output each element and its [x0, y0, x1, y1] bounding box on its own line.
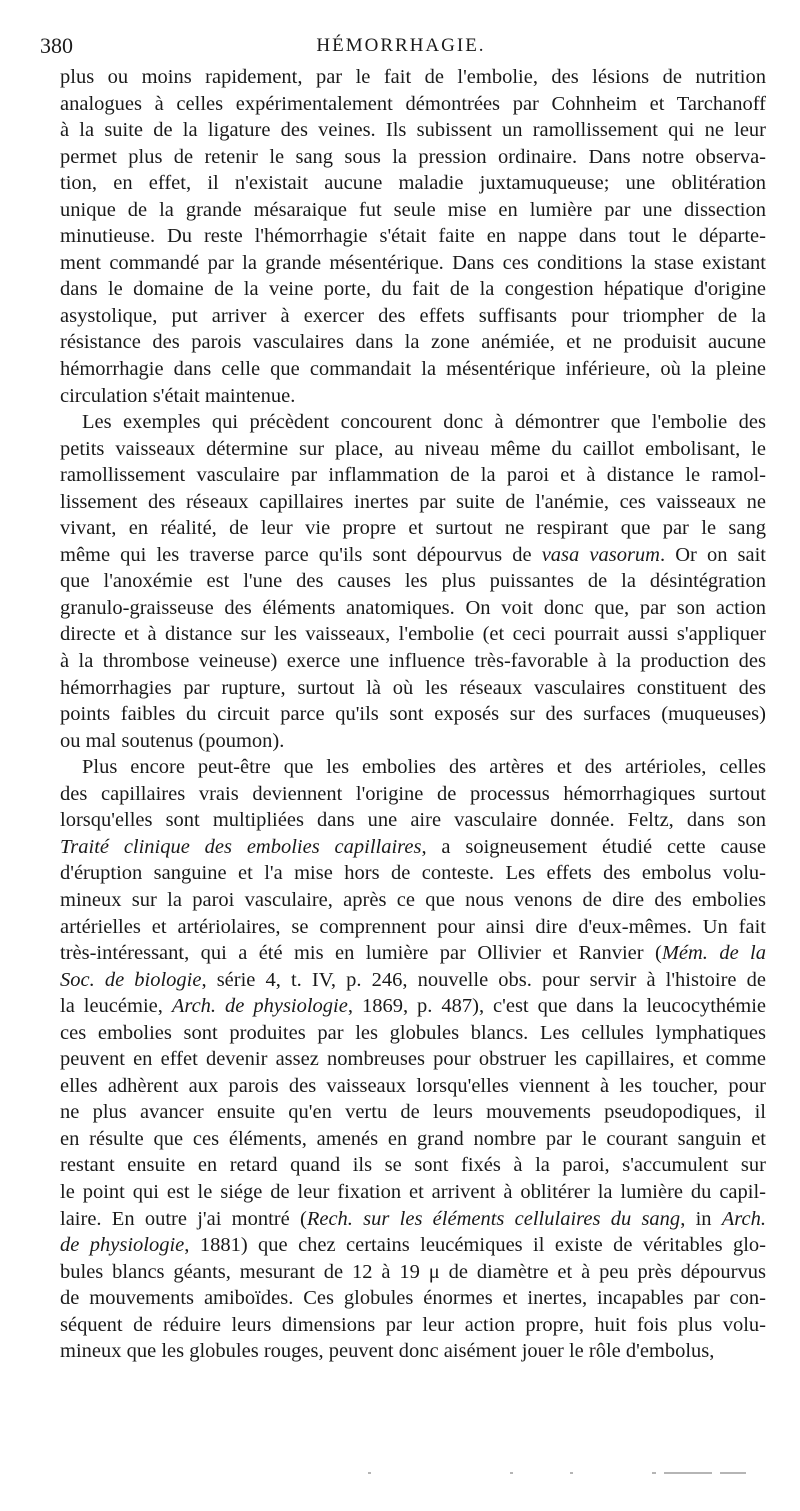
- text-line: d'éruption sanguine et l'a mise hors de conteste. Les effets des embolus volu-: [60, 862, 766, 885]
- text-line: permet plus de retenir le sang sous la pression ordinaire. Dans notre observa-: [60, 145, 766, 168]
- text-line: elles adhèrent aux parois des vaisseaux lorsqu'elles viennent à les toucher, pour: [60, 1074, 766, 1097]
- running-title: HÉMORRHAGIE.: [316, 35, 486, 56]
- print-marks: [360, 1468, 760, 1478]
- text-line: Soc. de biologie, série 4, t. IV, p. 246, nouvelle obs. pour servir à l'histoire de: [60, 968, 766, 991]
- text-line: résistance des parois vasculaires dans la zone anémiée, et ne produisit aucune: [60, 331, 766, 354]
- text-line: à la thrombose veineuse) exerce une influence très-favorable à la production des: [60, 650, 766, 673]
- paragraph: [60, 64, 766, 409]
- text-line: la leucémie, Arch. de physiologie, 1869, p. 487), c'est que dans la leucocythémie: [60, 995, 766, 1018]
- text-line: petits vaisseaux détermine sur place, au niveau même du caillot embolisant, le: [60, 437, 766, 460]
- text-line: de mouvements amiboïdes. Ces globules énormes et inertes, incapables par con-: [60, 1287, 766, 1310]
- text-line: restant ensuite en retard quand ils se sont fixés à la paroi, s'accumulent sur: [60, 1154, 766, 1177]
- text-line: très-intéressant, qui a été mis en lumière par Ollivier et Ranvier (Mém. de la: [60, 942, 766, 965]
- text-line: laire. En outre j'ai montré (Rech. sur les éléments cellulaires du sang, in Arch.: [60, 1207, 766, 1230]
- text-line: séquent de réduire leurs dimensions par leur action propre, huit fois plus volu-: [60, 1313, 766, 1336]
- text-line: dans le domaine de la veine porte, du fait de la congestion hépatique d'origine: [60, 278, 766, 301]
- text-line: unique de la grande mésaraique fut seule mise en lumière par une dissection: [60, 198, 766, 221]
- text-line: granulo-graisseuse des éléments anatomiques. On voit donc que, par son action: [60, 596, 766, 619]
- text-line: bules blancs géants, mesurant de 12 à 19 μ de diamètre et à peu près dépourvus: [60, 1260, 766, 1283]
- text-line: circulation s'était maintenue.: [60, 384, 296, 407]
- text-line: que l'anoxémie est l'une des causes les plus puissantes de la désintégration: [60, 570, 766, 593]
- text-line: lorsqu'elles sont multipliées dans une aire vasculaire donnée. Feltz, dans son: [60, 809, 766, 832]
- text-line: ces embolies sont produites par les globules blancs. Les cellules lymphatiques: [60, 1021, 766, 1044]
- text-line: directe et à distance sur les vaisseaux, l'embolie (et ceci pourrait aussi s'appliquer: [60, 623, 766, 646]
- text-line: ment commandé par la grande mésentérique. Dans ces conditions la stase existant: [60, 251, 766, 274]
- text-line: de physiologie, 1881) que chez certains leucémiques il existe de véritables glo-: [60, 1234, 766, 1257]
- text-line: minutieuse. Du reste l'hémorrhagie s'était faite en nappe dans tout le départe-: [60, 225, 766, 248]
- text-line: Plus encore peut-être que les embolies des artères et des artérioles, celles: [82, 756, 766, 779]
- paragraph: [60, 754, 766, 1365]
- text-line: peuvent en effet devenir assez nombreuses pour obstruer les capillaires, et comme: [60, 1048, 766, 1071]
- text-line: Les exemples qui précèdent concourent donc à démontrer que l'embolie des: [82, 411, 766, 434]
- body-text: [60, 64, 766, 1365]
- text-line: asystolique, put arriver à exercer des effets suffisants pour triompher de la: [60, 304, 766, 327]
- text-line: ou mal soutenus (poumon).: [60, 729, 285, 752]
- text-line: le point qui est le siége de leur fixation et arrivent à oblitérer la lumière du capil-: [60, 1180, 766, 1203]
- text-line: ne plus avancer ensuite qu'en vertu de leurs mouvements pseudopodiques, il: [60, 1101, 766, 1124]
- text-line: hémorrhagies par rupture, surtout là où les réseaux vasculaires constituent des: [60, 676, 766, 699]
- text-line: hémorrhagie dans celle que commandait la mésentérique inférieure, où la pleine: [60, 358, 766, 381]
- text-line: artérielles et artériolaires, se comprennent pour ainsi dire d'eux-mêmes. Un fait: [60, 915, 766, 938]
- text-line: ramollissement vasculaire par inflammation de la paroi et à distance le ramol-: [60, 464, 766, 487]
- text-line: en résulte que ces éléments, amenés en grand nombre par le courant sanguin et: [60, 1127, 766, 1150]
- text-line: mineux que les globules rouges, peuvent donc aisément jouer le rôle d'embolus,: [60, 1340, 715, 1363]
- text-line: vivant, en réalité, de leur vie propre et surtout ne respirant que par le sang: [60, 517, 766, 540]
- paragraph: [60, 409, 766, 754]
- text-line: plus ou moins rapidement, par le fait de l'embolie, des lésions de nutrition: [60, 66, 766, 88]
- text-line: analogues à celles expérimentalement démontrées par Cohnheim et Tarchanoff: [60, 92, 766, 115]
- text-line: à la suite de la ligature des veines. Ils subissent un ramollissement qui ne leur: [60, 119, 766, 142]
- text-line: points faibles du circuit parce qu'ils sont exposés sur des surfaces (muqueuses): [60, 703, 766, 726]
- text-line: tion, en effet, il n'existait aucune maladie juxtamuqueuse; une oblitération: [60, 172, 766, 195]
- text-line: lissement des réseaux capillaires inertes par suite de l'anémie, ces vaisseaux ne: [60, 490, 766, 513]
- text-line: Traité clinique des embolies capillaires, a soigneusement étudié cette cause: [60, 835, 766, 858]
- text-line: même qui les traverse parce qu'ils sont dépourvus de vasa vasorum. Or on sait: [60, 543, 766, 566]
- running-head: [40, 32, 762, 60]
- page-number: 380: [40, 33, 73, 58]
- text-line: mineux sur la paroi vasculaire, après ce que nous venons de dire des embolies: [60, 888, 766, 911]
- text-line: des capillaires vrais deviennent l'origine de processus hémorrhagiques surtout: [60, 782, 766, 805]
